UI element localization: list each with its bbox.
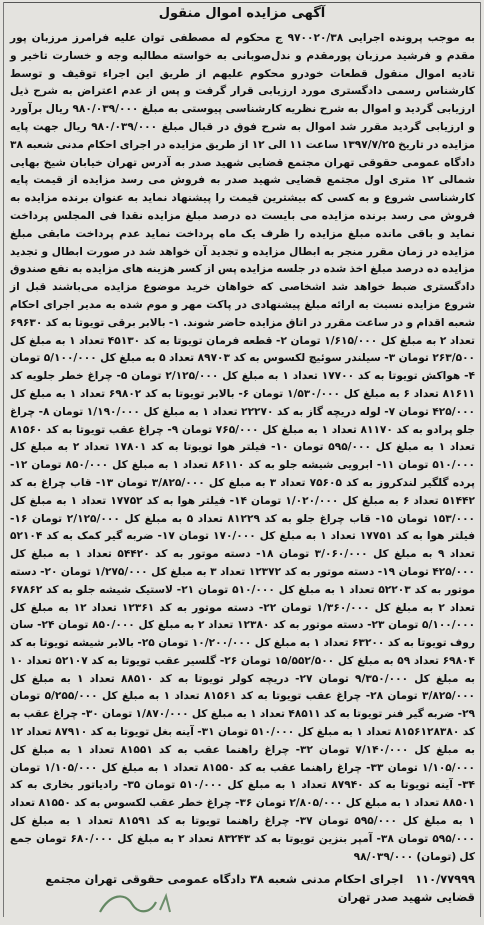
notice-body: به موجب پرونده اجرایی ۹۷۰۰۲۰/۳۸ ج محکوم له مصطفی توان علیه فرامرز مرزبان پور مقدم و فرشید مرزبان پورمقدم و ندل‌صوبانی به خواسته مطالبه وجه و خسارت تاخیر و تادیه اموال منقول قطعات خودرو محکوم علیهم از طریق این اجراء توقیف و توسط کارشناس رسمی دادگستری مورد ارزیابی قرار گرفت و پس از عدم اعتراض به شرح ذیل ارزیابی گردید و اموال به شرح نظریه کارشناسی پیوستی به مبلغ ۹۸۰/۰۳۹/۰۰۰ ریال برآورد و ارزیابی گردید مقرر شد اموال به شرح فوق در قبال مبلغ ۹۸۰/۰۳۹/۰۰۰ ریال جهت پایه مزایده در تاریخ ۱۳۹۷/۷/۲۵ ساعت ۱۱ الی ۱۲ از طریق مزایده در اجرای احکام مدنی شعبه ۳۸ دادگاه عمومی حقوقی تهران مجتمع قضایی شهید صدر به آدرس تهران خیابان شیخ بهایی شمالی ۱۲ متری اول مجتمع قضایی شهید صدر به فروش می رسد مزایده از قیمت پایه کارشناسی شروع و به کسی که بیشترین قیمت را پیشنهاد نماید به عنوان برنده مزایده به فروش می رسد برنده مزایده می بایست ده درصد مبلغ مزایده نقدا فی المجلس پرداخت نماید و باقی مانده مبلغ مزایده را ظرف یک ماه پرداخت نماید عدم پرداخت مابقی مبلغ مزایده در زمان مقرر منجر به ابطال مزایده و تجدید آن خواهد شد در صورت ابطال و تجدید مزایده ده درصد مبلغ اخذ شده در جلسه مزایده پس از کسر هزینه های مزایده به نفع صندوق دادگستری ضبط خواهد شد اشخاصی که خواهان خرید موضوع مزایده می‌باشند قبل از شروع مزایده نسبت به ارائه مبلغ پیشنهادی در پاکت مهر و موم شده به مدیر اجرای احکام شعبه اقدام و در ساعت مقرر در اتاق مزایده حاضر شوند. ۱- بالابر برقی تویوتا به کد ۶۹۶۳۰ تعداد ۲ به مبلغ کل ۱/۶۱۵/۰۰۰ تومان ۲- قطعه فرمان تویوتا به کد ۴۵۱۳۰ تعداد ۱ به مبلغ کل ۲۶۳/۵۰۰ تومان ۳- سیلندر سوئیچ لکسوس به کد ۸۹۷۰۳ تعداد ۵ به مبلغ کل ۵/۱۰۰/۰۰۰ تومان ۴- هواکش تویوتا به کد ۱۷۷۰۰ تعداد ۱ به مبلغ کل ۲/۱۲۵/۰۰۰ تومان ۵- چراغ خطر جلویه کد ۸۱۶۱۱ تعداد ۶ به مبلغ کل ۱/۵۳۰/۰۰۰ تومان ۶- بالابر تویوتا به کد ۶۹۸۰۲ تعداد ۱ به مبلغ کل ۴۲۵/۰۰۰ تومان ۷- لوله دریچه گاز به کد ۲۲۲۷۰ تعداد ۱ به مبلغ کل ۱/۱۹۰/۰۰۰ تومان ۸- چراغ جلو پرادو به کد ۸۱۱۷۰ تعداد ۱ به مبلغ کل ۷۶۵/۰۰۰ تومان ۹- چراغ عقب تویوتا به کد ۸۱۵۶۰ تعداد ۱ به مبلغ کل ۵۹۵/۰۰۰ تومان ۱۰- فیلتر هوا تویوتا به کد ۱۷۸۰۱ تعداد ۲ به مبلغ کل ۵۱۰/۰۰۰ تومان ۱۱- ابرویی شیشه جلو به کد ۸۶۱۱۰ تعداد ۱ به مبلغ کل ۸۵۰/۰۰۰ تومان ۱۲- پرده گلگیر لندکروز به کد ۷۵۶۰۵ تعداد ۳ به مبلغ کل ۳/۸۲۵/۰۰۰ تومان ۱۳- قاب چراغ به کد ۵۱۴۴۲ تعداد ۶ به مبلغ کل ۱/۰۲۰/۰۰۰ تومان ۱۴- فیلتر هوا به کد ۱۷۷۵۲ تعداد ۱ به مبلغ کل ۱۵۳/۰۰۰ تومان ۱۵- قاب چراغ جلو به کد ۸۱۲۲۹ تعداد ۵ به مبلغ کل ۲/۱۲۵/۰۰۰ تومان ۱۶- فیلتر هوا به کد ۱۷۷۵۱ تعداد ۱ به مبلغ کل ۱۷۰/۰۰۰ تومان ۱۷- ضربه گیر کمک به کد ۵۲۱۰۴ تعداد ۹ به مبلغ کل ۳/۰۶۰/۰۰۰ تومان ۱۸- دسته موتور به کد ۵۴۴۲۰ تعداد ۱ به مبلغ کل ۴۲۵/۰۰۰ تومان ۱۹- دسته موتور به کد ۱۲۳۷۲ تعداد ۳ به مبلغ کل ۱/۲۷۵/۰۰۰ تومان ۲۰- دسته موتور به کد ۵۲۲۰۳ تعداد ۱ به مبلغ کل ۵۱۰/۰۰۰ تومان ۲۱- لاستیک شیشه جلو به کد ۶۷۸۶۲ تعداد ۲ به مبلغ کل ۱/۳۶۰/۰۰۰ تومان ۲۲- دسته موتور به کد ۱۲۳۶۱ تعداد ۱۲ به مبلغ کل ۵/۱۰۰/۰۰۰ تومان ۲۳- دسته موتور به کد ۱۲۳۸۰ تعداد ۲ به مبلغ کل ۸۵۰/۰۰۰ تومان ۲۴- سان روف تویوتا به کد ۶۳۲۰۰ تعداد ۱ به مبلغ کل ۱۰/۲۰۰/۰۰۰ تومان ۲۵- بالابر شیشه تویوتا به کد ۶۹۸۰۴ تعداد ۵۹ به مبلغ کل ۱۵/۵۵۲/۵۰۰ تومان ۲۶- گلسیر عقب تویوتا به کد ۵۲۱۰۷ تعداد ۱۰ به مبلغ کل ۹/۳۵۰/۰۰۰ تومان ۲۷- دریچه کولر تویوتا به کد ۸۸۵۱۰ تعداد ۱ به مبلغ کل ۳/۸۲۵/۰۰۰ تومان ۲۸- چراغ عقب تویوتا به کد ۸۱۵۶۱ تعداد ۱ به مبلغ کل ۵/۲۵۵/۰۰۰ تومان ۲۹- ضربه گیر فنر تویوتا به کد ۴۸۵۱۱ تعداد ۱ به مبلغ کل ۱/۸۷۰/۰۰۰ تومان ۳۰- چراغ عقب به کد ۸۱۵۶۱۲۸۳۸۰ تعداد ۱ به مبلغ کل ۵۱۰/۰۰۰ تومان ۳۱- آینه بغل تویوتا به کد ۸۷۹۱۰ تعداد ۱۲ به مبلغ کل ۷/۱۴۰/۰۰۰ تومان ۳۲- چراغ راهنما عقب به کد ۸۱۵۵۱ تعداد ۱ به مبلغ کل ۱/۱۰۵/۰۰۰ تومان ۳۳- چراغ راهنما عقب به کد ۸۱۵۵۰ تعداد ۱ به مبلغ کل ۱/۱۰۵/۰۰۰ تومان ۳۴- آینه تویوتا به کد ۸۷۹۴۰ تعداد ۱ به مبلغ کل ۵۱۰/۰۰۰ تومان ۳۵- رادیاتور بخاری به کد ۸۸۵۰۱ تعداد ۱ به مبلغ کل ۲/۸۰۵/۰۰۰ تومان ۳۶- چراغ خطر عقب لکسوس به کد ۸۱۵۵۰ تعداد ۱ به مبلغ کل ۵۹۵/۰۰۰ تومان ۳۷- چراغ راهنما تویوتا به کد ۸۱۵۹۱ تعداد ۱ به مبلغ کل ۵۹۵/۰۰۰ تومان ۳۸- آمپر بنزین تویوتا به کد ۸۳۲۴۳ تعداد ۲ به مبلغ کل ۶۸۰/۰۰۰ تومان جمع کل (تومان) ۹۸/۰۳۹/۰۰۰ (10, 32, 476, 863)
notice-title: آگهی مزایده اموال منقول (158, 6, 326, 21)
signature-code: ۱۱۰/۷۷۹۹۹ (415, 872, 475, 886)
ink-stamp-mark (90, 884, 190, 920)
top-border (3, 2, 481, 3)
signature-text: اجرای احکام مدنی شعبه ۳۸ دادگاه عمومی حقوقی تهران مجتمع قضایی شهید صدر تهران (45, 872, 475, 904)
notice-signature (10, 870, 475, 906)
right-border (480, 2, 481, 917)
left-border (3, 2, 4, 917)
